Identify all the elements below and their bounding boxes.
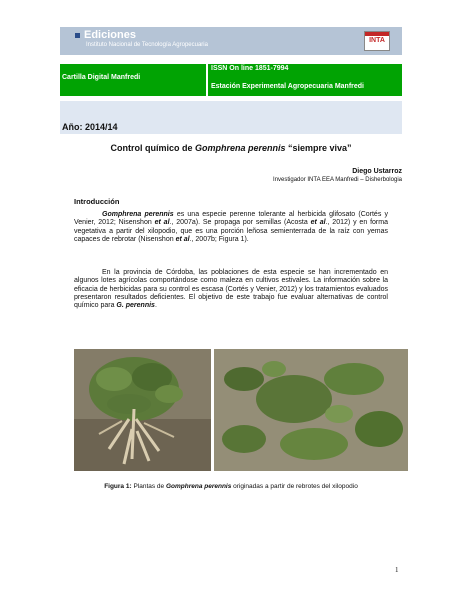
p1-etal-1: et al: [154, 219, 170, 227]
title-post: “siempre viva”: [285, 143, 352, 153]
caption-label: Figura 1:: [104, 483, 132, 490]
plant-photo-xilopodio: [74, 349, 211, 471]
plant-photo-2-svg: [214, 349, 408, 471]
caption-text-b: originadas a partir de rebrotes del xilopodio: [231, 483, 358, 490]
station-text: Estación Experimental Agropecuaria Manfredi: [211, 83, 365, 90]
year-label: Año: 2014/14: [62, 122, 118, 132]
p1-species: Gomphrena perennis: [102, 211, 174, 218]
p1-text-f: ., 2012) y en forma vegetativa a partir del xilopodio, que es una porción leñosa semienterrada de la raíz con yemas capaces de rebrotar (Nisenshon: [74, 219, 388, 243]
caption-text-a: Plantas de: [131, 483, 166, 490]
p1-etal-2: et al: [310, 219, 326, 227]
publisher-subtitle: Instituto Nacional de Tecnología Agropecuaria: [86, 42, 208, 48]
p1-text-h: ., 2007b; Figura 1).: [189, 235, 249, 243]
series-banner: [60, 64, 206, 96]
p2-species: G. perennis: [116, 302, 155, 309]
brand-text: Ediciones: [84, 29, 136, 41]
figure-caption: [60, 483, 402, 490]
intro-paragraph-1: [74, 211, 388, 244]
publisher-banner: [60, 27, 402, 55]
plant-photo-field: [214, 349, 408, 471]
plant-photo-1-svg: [74, 349, 211, 471]
author-name: Diego Ustarroz: [352, 168, 402, 175]
caption-species: Gomphrena perennis: [165, 483, 232, 490]
publisher-brand: [75, 29, 136, 41]
title-species: Gomphrena perennis: [194, 143, 286, 153]
title-pre: Control químico de: [110, 143, 195, 153]
p2-text-c: .: [154, 302, 157, 309]
year-banner: [60, 101, 402, 134]
series-title: Cartilla Digital Manfredi: [62, 74, 141, 81]
logo-bar: [365, 32, 389, 36]
author-affiliation: Investigador INTA EEA Manfredi – Disherbologia: [273, 177, 402, 183]
p1-text-b: es una especie perenne tolerante al herbicida glifosato (Cortés y Venier, 2012; Nisenshon: [74, 211, 388, 227]
issn-text: ISSN On line 1851-7994: [211, 65, 289, 72]
issn-banner: [208, 64, 402, 96]
logo-text: INTA: [369, 37, 385, 44]
page-number: 1: [395, 566, 399, 574]
inta-logo: [364, 31, 390, 51]
p1-etal-3: et al: [175, 235, 190, 243]
p1-text-d: ., 2007a). Se propaga por semillas (Acosta: [169, 219, 311, 227]
section-heading: Introducción: [74, 197, 120, 206]
brand-square-icon: [75, 33, 80, 38]
intro-paragraph-2: [74, 269, 388, 310]
p2-text-a: En la provincia de Córdoba, las poblaciones de esta especie se han incrementado en algunos lotes agrícolas comportándose como maleza en cultivos estivales. La información sobre la eficacia de herbicidas para su control es escasa (Cortés y Venier, 2012) y los tratamientos evaluados presentaron resultados deficientes. El objetivo de este trabajo fue evaluar alternativas de control químico para: [74, 269, 388, 309]
article-title: [60, 143, 402, 153]
